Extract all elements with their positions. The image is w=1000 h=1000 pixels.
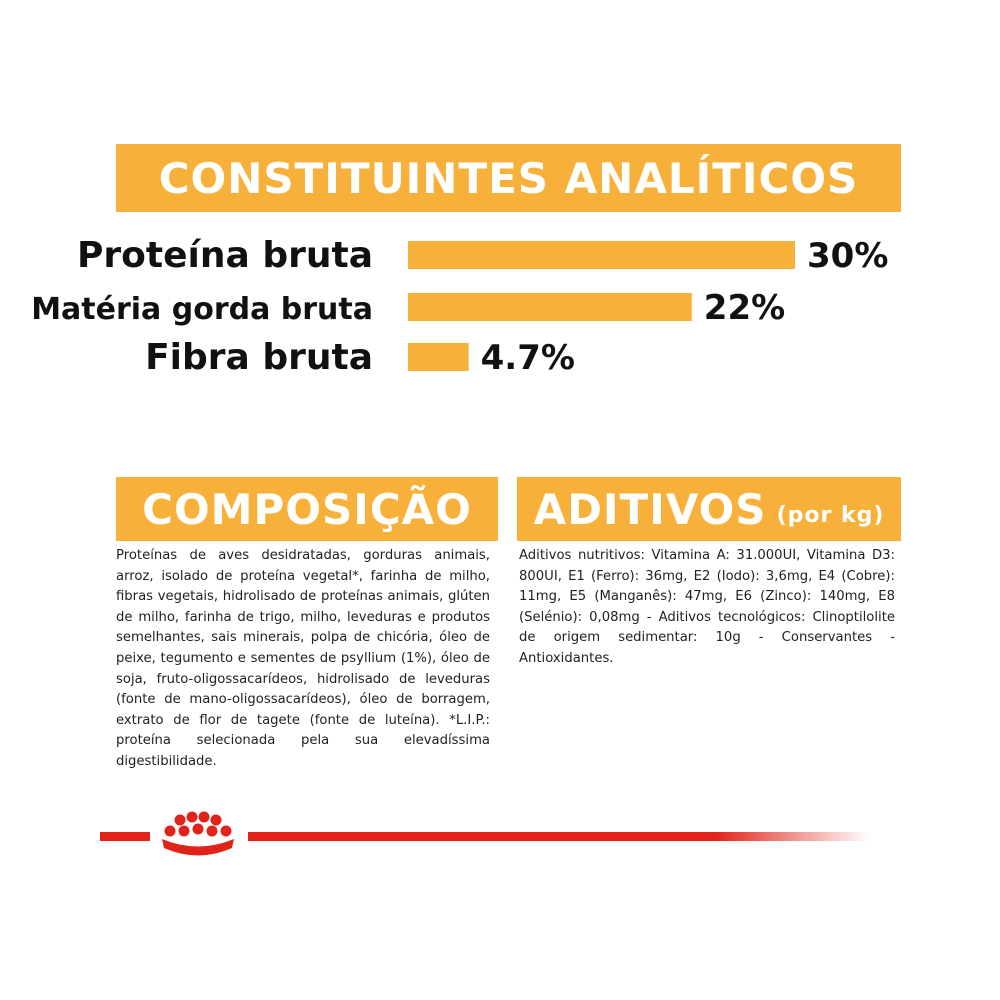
composition-header — [116, 477, 498, 541]
footer-line-left — [100, 832, 150, 841]
bar — [408, 293, 692, 321]
bar-label: Fibra bruta — [145, 337, 373, 378]
bar — [408, 241, 795, 269]
analytic-constituents-header — [116, 144, 901, 212]
composition-title: COMPOSIÇÃO — [142, 484, 472, 534]
additives-title: ADITIVOS — [533, 484, 767, 534]
additives-subtitle: (por kg) — [776, 502, 885, 528]
royal-crown-icon — [162, 812, 234, 856]
footer-line-right — [248, 832, 870, 841]
bar — [408, 343, 469, 371]
bar-label: Matéria gorda bruta — [31, 292, 373, 327]
bar-value-label: 4.7% — [480, 338, 575, 378]
bar-label: Proteína bruta — [77, 235, 373, 276]
bar-value-label: 22% — [703, 288, 786, 328]
bar-value-label: 30% — [807, 236, 889, 276]
analytic-constituents-title: CONSTITUINTES ANALÍTICOS — [158, 153, 859, 203]
additives-text: Aditivos nutritivos: Vitamina A: 31.000UI, Vitamina D3: 800UI, E1 (Ferro): 36mg, E2 (Iodo): 3,6mg, E4 (Cobre): 11mg, E5 (Manganês): 47mg, E6 (Zinco): 140mg, E8 (Selénio): 0,08mg - Aditivos tecnológicos: Clinoptilolite de origem sedimentar: 10g - Conservantes - Antioxidantes. — [519, 548, 895, 666]
analytic-constituents-chart — [0, 225, 1000, 385]
footer-brand-line — [100, 808, 870, 868]
additives-header — [517, 477, 901, 541]
composition-text: Proteínas de aves desidratadas, gorduras animais, arroz, isolado de proteína vegetal*, farinha de milho, fibras vegetais, hidrolisado de proteínas animais, glúten de milho, farinha de trigo, milho, leveduras e produtos semelhantes, sais minerais, polpa de chicória, óleo de peixe, tegumento e sementes de psyllium (1%), óleo de soja, fruto-oligossacarídeos, hidrolisado de leveduras (fonte de mano-oligossacarídeos), óleo de borragem, extrato de flor de tagete (fonte de luteína). *L.I.P.: proteína selecionada pela sua elevadíssima digestibilidade. — [116, 548, 490, 769]
